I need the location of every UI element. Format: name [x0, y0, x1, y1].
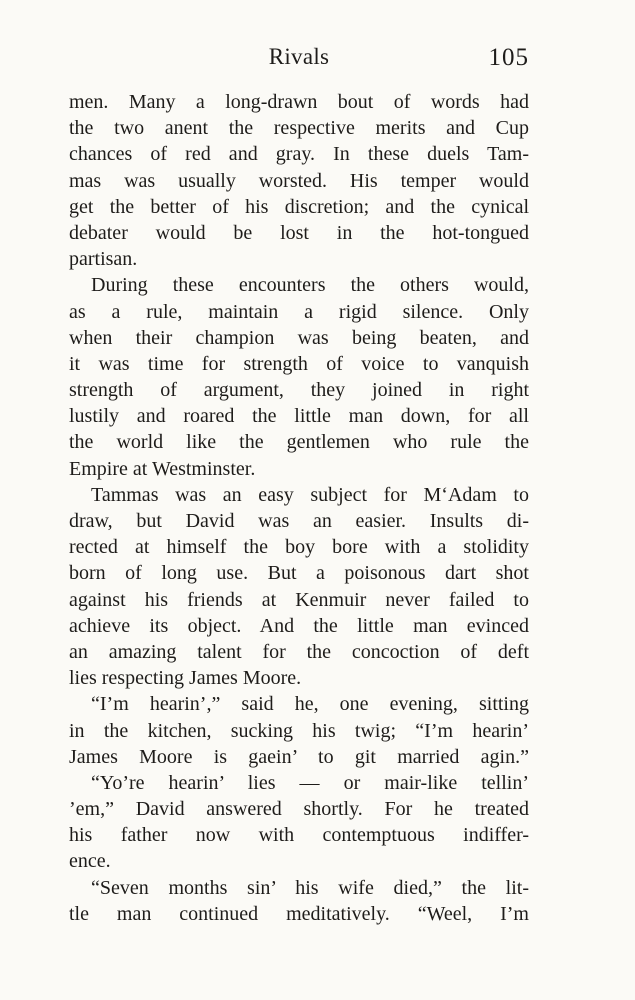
- text-line: the world like the gentlemen who rule the: [69, 431, 529, 454]
- text-line: in the kitchen, sucking his twig; “I’m hearin’: [69, 719, 529, 742]
- page-number: 105: [488, 44, 529, 71]
- text-line: get the better of his discretion; and the cynical: [69, 195, 529, 218]
- text-line: ’em,” David answered shortly. For he treated: [69, 798, 529, 821]
- text-line: “I’m hearin’,” said he, one evening, sitting: [91, 693, 529, 716]
- text-line: James Moore is gaein’ to git married agin.”: [69, 745, 529, 768]
- text-line: when their champion was being beaten, and: [69, 326, 529, 349]
- page-header: [69, 44, 529, 78]
- text-line: it was time for strength of voice to vanquish: [69, 352, 529, 375]
- text-line: draw, but David was an easier. Insults di-: [69, 510, 529, 532]
- text-line: During these encounters the others would,: [91, 274, 529, 297]
- text-line: ence.: [69, 850, 111, 873]
- text-line: lustily and roared the little man down, for all: [69, 405, 529, 428]
- text-line: strength of argument, they joined in right: [69, 379, 529, 402]
- text-line: chances of red and gray. In these duels Tam-: [69, 143, 529, 166]
- text-line: achieve its object. And the little man evinced: [69, 614, 529, 637]
- text-line: men. Many a long-drawn bout of words had: [69, 91, 529, 113]
- running-head: Rivals: [268, 44, 330, 69]
- text-line: “Yo’re hearin’ lies — or mair-like tellin’: [91, 771, 529, 794]
- text-line: Tammas was an easy subject for M‘Adam to: [91, 483, 529, 506]
- text-line: the two anent the respective merits and Cup: [69, 117, 529, 140]
- text-line: born of long use. But a poisonous dart shot: [69, 562, 529, 585]
- text-line: against his friends at Kenmuir never failed to: [69, 588, 529, 611]
- text-line: an amazing talent for the concoction of deft: [69, 640, 529, 663]
- text-line: partisan.: [69, 248, 138, 271]
- text-line: lies respecting James Moore.: [69, 667, 302, 690]
- text-line: his father now with contemptuous indiffer-: [69, 824, 529, 847]
- text-line: as a rule, maintain a rigid silence. Only: [69, 300, 529, 323]
- text-line: mas was usually worsted. His temper would: [69, 169, 529, 192]
- text-line: rected at himself the boy bore with a stolidity: [69, 536, 529, 559]
- text-line: tle man continued meditatively. “Weel, I’m: [69, 902, 529, 925]
- text-line: Empire at Westminster.: [69, 457, 256, 480]
- body-text: [69, 89, 529, 927]
- text-line: debater would be lost in the hot-tongued: [69, 221, 529, 244]
- text-line: “Seven months sin’ his wife died,” the lit-: [91, 876, 529, 899]
